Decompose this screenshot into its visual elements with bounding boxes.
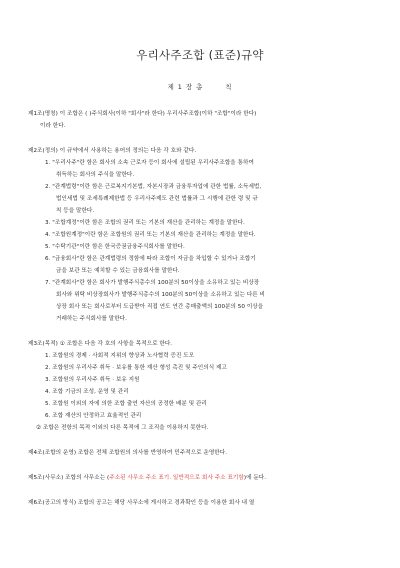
- article-5-guidance-note: 주소된 사무소 주소 표기. 일반적으로 회사 주소 표기함: [109, 475, 244, 481]
- article-3-item: 2. 조합원의 우리사주 취득 · 보유를 통한 재산 형성 촉진 및 주인의식 제고: [45, 365, 227, 371]
- article-2-intro: 제2조(정의) 이 규약에서 사용하는 용어의 정의는 다음 각 호와 같다.: [28, 148, 197, 154]
- article-1-line-1: 제1조(명칭) 이 조합은 ( )주식회사(이하 "회사"라 한다) 우리사주조합(이하 "조합"이라 한다): [28, 111, 257, 117]
- article-2-item-line: 금을 보관 또는 예치할 수 있는 금융회사를 말한다.: [56, 268, 180, 274]
- article-2-item-line: 3. "조합계정"이란 함은 조합의 권리 또는 기본의 재산을 관리하는 계정을 말한다.: [45, 220, 245, 226]
- article-2-item-line: 법인세법 및 조세특례제한법 등 우리사주제도 관련 법률과 그 시행에 관한 령 및 규: [56, 196, 258, 202]
- article-3-item: 6. 조합 재산의 안정하고 효율적인 관리: [45, 413, 142, 419]
- article-3-intro: 제3조(목적) ① 조합은 다음 각 호의 사항을 목적으로 한다.: [28, 341, 173, 347]
- article-2-item-line: 4. "조합원계정"이란 함은 조합원의 권리 또는 기본의 재산을 관리하는 계정을 말한다.: [45, 232, 256, 238]
- article-5: [28, 474, 266, 482]
- chapter-suffix: 칙: [225, 83, 233, 91]
- article-2-item-line: 칙 등을 말한다.: [56, 208, 95, 214]
- article-2-item-line: 6. "금융회사"란 함은 관계법령의 정함에 따라 조합이 자금을 차입할 수 있거나 조합기: [45, 256, 256, 262]
- article-2-item-line: 7. "관계회사"란 함은 회사가 발행주식총수의 100분의 50이상을 소유하고 있는 비상장: [45, 280, 260, 286]
- article-6: 제6조(공고의 방식) 조합의 공고는 해당 사무소에 게시하고 경과확인 등을 이용한 회사 내 열: [28, 500, 255, 506]
- chapter-label: 제 1 장 총: [167, 83, 204, 91]
- article-2-item-line: 회사와 위탁 비상장회사가 발행주식총수의 100분의 50이상을 소유하고 있는 다른 비: [56, 292, 266, 298]
- article-2-item-line: 5. "수탁기관"이란 함은 한국증권금융주식회사를 말한다.: [45, 244, 185, 250]
- article-1-line-2: 이라 한다.: [40, 123, 66, 129]
- document-title: 우리사주조합 (표준)규약: [136, 48, 264, 62]
- article-5-suffix: )에 둔다.: [243, 475, 267, 481]
- article-3-item: 3. 조합원의 우리사주 취득 · 보유 지원: [45, 377, 140, 383]
- article-2-item-line: 2. "관계법령"이란 함은 근로복지기본법, 자본시장과 금융투자업에 관한 법률, 소득세법,: [45, 184, 262, 190]
- article-5-prefix: 제5조(사무소) 조합의 사무소는 (: [28, 475, 110, 481]
- article-4: 제4조(조합의 운영) 조합은 전체 조합원의 의사를 반영하여 민주적으로 운영한다.: [28, 450, 228, 456]
- article-2-item-line: 상장 회사 또는 회사로부터 도급받아 직접 연도 연간 총매출액의 100분의 50 이상을: [56, 304, 264, 310]
- article-2-item-line: 취득하는 회사의 주식을 말한다.: [56, 172, 135, 178]
- article-3-paragraph-2: ② 조합은 전항의 목적 이외의 다른 목적에 그 조직을 이용하지 못한다.: [36, 425, 209, 431]
- article-2-item-line: 거래하는 주식회사를 말한다.: [56, 316, 127, 322]
- article-3-item: 4. 조합 기금의 조성, 운영 및 관리: [45, 389, 129, 395]
- article-3-item: 1. 조합원의 경제 · 사회적 지위의 향상과 노사협력 증진 도모: [45, 353, 195, 359]
- chapter-heading: [0, 82, 400, 91]
- article-3-item: 5. 조합원 이외의 자에 의한 조합 출연 자산의 공정한 배분 및 관리: [45, 401, 207, 407]
- article-2-item-line: 1. "우리사주"란 함은 회사의 소속 근로자 등이 회사에 설립된 우리사주조합을 통하여: [45, 160, 254, 166]
